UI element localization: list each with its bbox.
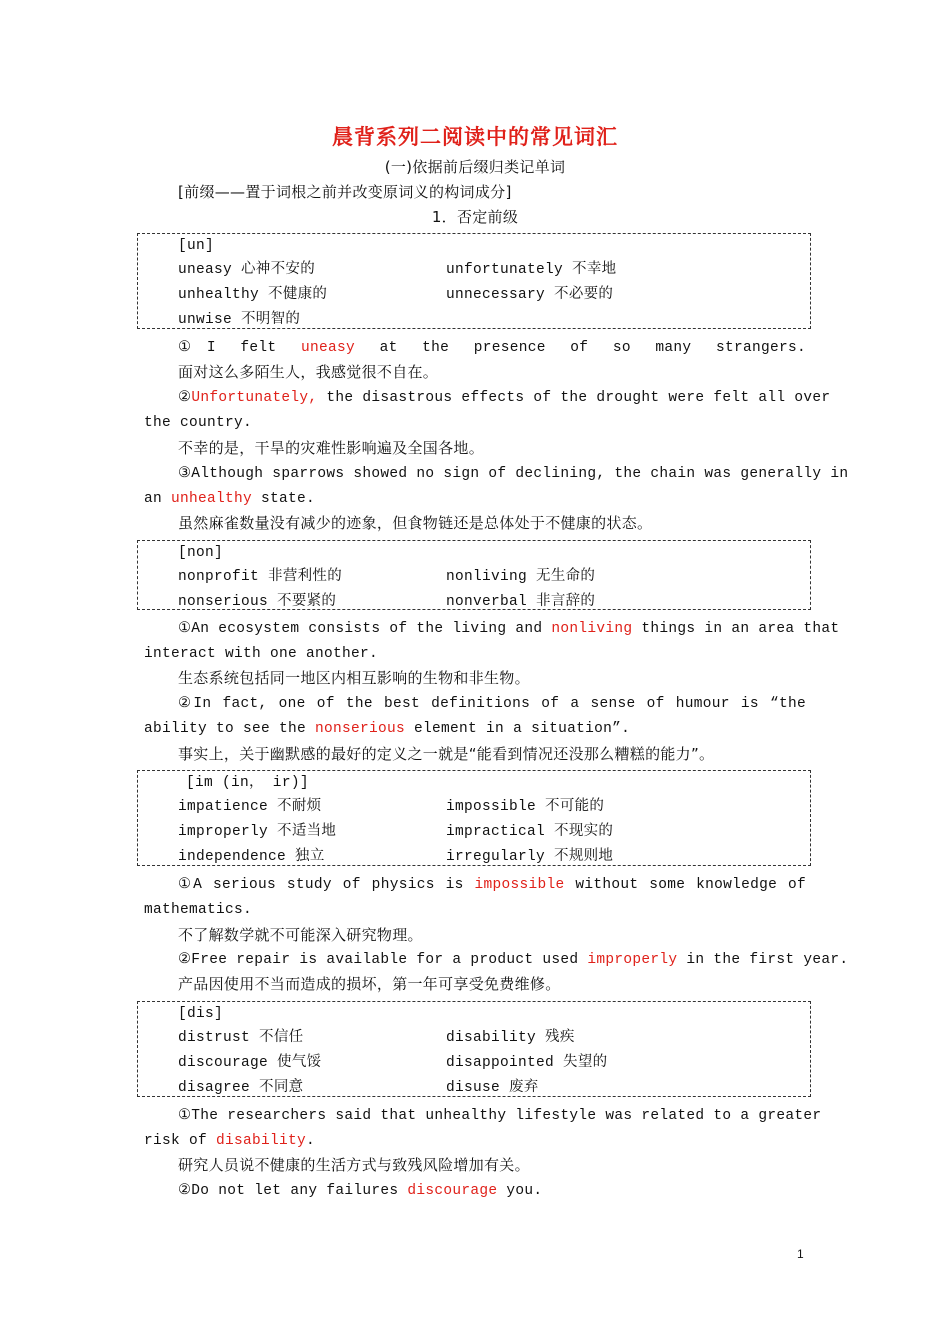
word-entry: nonliving 无生命的 [446, 569, 596, 585]
word-entry: disuse 废弃 [446, 1080, 539, 1096]
example-translation: 不幸的是，干旱的灾难性影响遍及全国各地。 [178, 439, 485, 457]
highlight-word: nonliving [551, 621, 633, 637]
example-sentence: ①A serious study of physics is impossible without some knowledge of [178, 877, 806, 893]
example-sentence-cont: interact with one another. [144, 646, 379, 662]
word-entry: nonverbal 非言辞的 [446, 594, 596, 610]
example-sentence-cont: mathematics. [144, 902, 253, 918]
word-entry: nonserious 不要紧的 [178, 594, 337, 610]
example-sentence-cont: the country. [144, 415, 253, 431]
group-label: [non] [178, 545, 224, 561]
word-entry: improperly 不适当地 [178, 824, 337, 840]
highlight-word: uneasy [301, 340, 356, 356]
word-entry: nonprofit 非营利性的 [178, 569, 343, 585]
word-entry: unnecessary 不必要的 [446, 287, 614, 303]
word-entry: disappointed 失望的 [446, 1055, 608, 1071]
highlight-word: impossible [474, 877, 565, 893]
word-entry: disability 残疾 [446, 1030, 575, 1046]
group-label: [un] [178, 238, 215, 254]
highlight-word: discourage [407, 1183, 498, 1199]
highlight-word: improperly [587, 952, 678, 968]
section-heading: (一)依据前后缀归类记单词 [384, 158, 566, 176]
highlight-word: disability [216, 1133, 307, 1149]
word-entry: disagree 不同意 [178, 1080, 304, 1096]
word-box-un [137, 233, 811, 329]
word-entry: distrust 不信任 [178, 1030, 304, 1046]
page-number: 1 [797, 1247, 804, 1261]
example-sentence-cont: ability to see the nonserious element in a situation”. [144, 721, 631, 737]
word-entry: discourage 使气馁 [178, 1055, 322, 1071]
example-translation: 产品因使用不当而造成的损坏，第一年可享受免费维修。 [178, 975, 561, 993]
word-box-non [137, 540, 811, 610]
word-entry: unhealthy 不健康的 [178, 287, 328, 303]
word-entry: independence 独立 [178, 849, 325, 865]
word-entry: irregularly 不规则地 [446, 849, 614, 865]
word-entry: impossible 不可能的 [446, 799, 605, 815]
example-sentence: ①The researchers said that unhealthy lifestyle was related to a greater [178, 1108, 822, 1124]
example-sentence: ②Free repair is available for a product used improperly in the first year. [178, 952, 849, 968]
prefix-note: [前缀——置于词根之前并改变原词义的构词成分] [178, 183, 512, 201]
example-translation: 事实上，关于幽默感的最好的定义之一就是“能看到情况还没那么糟糕的能力”。 [178, 745, 715, 763]
example-translation: 虽然麻雀数量没有减少的迹象，但食物链还是总体处于不健康的状态。 [178, 514, 653, 532]
word-box-dis [137, 1001, 811, 1097]
example-sentence: ③Although sparrows showed no sign of declining, the chain was generally in [178, 466, 849, 482]
example-sentence: ②Unfortunately, the disastrous effects of the drought were felt all over [178, 390, 831, 406]
example-sentence: ①I felt uneasy at the presence of so many strangers. [178, 340, 806, 356]
word-entry: impractical 不现实的 [446, 824, 614, 840]
highlight-word: nonserious [315, 721, 406, 737]
example-sentence: ①An ecosystem consists of the living and nonliving things in an area that [178, 621, 840, 637]
example-translation: 面对这么多陌生人，我感觉很不自在。 [178, 363, 439, 381]
example-sentence: ②In fact, one of the best definitions of a sense of humour is “the [178, 696, 806, 712]
example-sentence-cont: risk of disability. [144, 1133, 316, 1149]
subsection-heading: 1．否定前级 [431, 208, 519, 226]
word-entry: uneasy 心神不安的 [178, 262, 316, 278]
example-translation: 研究人员说不健康的生活方式与致残风险增加有关。 [178, 1156, 530, 1174]
highlight-word: unhealthy [171, 491, 253, 507]
group-label: [dis] [178, 1006, 224, 1022]
example-sentence: ②Do not let any failures discourage you. [178, 1183, 543, 1199]
word-box-im [137, 770, 811, 866]
example-sentence-cont: an unhealthy state. [144, 491, 316, 507]
word-entry: impatience 不耐烦 [178, 799, 322, 815]
group-label: [im (in， ir)] [186, 775, 309, 791]
highlight-word: Unfortunately, [191, 390, 318, 406]
page-title: 晨背系列二阅读中的常见词汇 [332, 124, 618, 149]
example-translation: 生态系统包括同一地区内相互影响的生物和非生物。 [178, 669, 530, 687]
word-entry: unwise 不明智的 [178, 312, 301, 328]
word-entry: unfortunately 不幸地 [446, 262, 617, 278]
example-translation: 不了解数学就不可能深入研究物理。 [178, 926, 423, 944]
